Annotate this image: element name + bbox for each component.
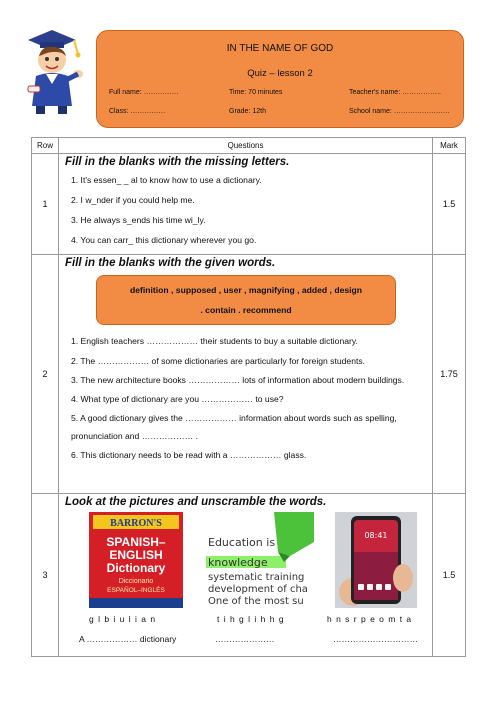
class-field[interactable]: Class: …………… [109,108,166,115]
book-brand-text: BARRON'S [110,518,162,529]
book-title-line-3: Dictionary [106,561,166,575]
question-3-row [32,494,466,657]
q1-item-2: 2. I w_nder if you could help me. [71,195,195,205]
row-number: 2 [32,255,59,494]
q2-item-1: 1. English teachers ……………… their students to buy a suitable dictionary. [71,336,358,346]
column-header-questions: Questions [59,138,433,154]
row-number: 3 [32,494,59,657]
time-label: Time: 70 minutes [229,89,283,96]
book-title-line-5: ESPAÑOL–INGLÉS [107,587,165,594]
scrambled-word-3: h n s r p e o m t a [327,614,413,624]
row-number: 1 [32,154,59,255]
q1-item-3: 3. He always s_ends his time wi_ly. [71,215,206,225]
highlight-text-line-4: development of cha [208,584,308,595]
word-bank-box [96,275,396,325]
teacher-name-field[interactable]: Teacher's name: …………….. [349,89,441,96]
word-bank-line-1: definition , supposed , user , magnifying , added , design [129,285,363,295]
graduate-mascot-illustration [22,26,100,118]
question-1-title: Fill in the blanks with the missing letters. [65,156,290,168]
dictionary-picture [89,512,183,608]
column-header-row: Row [32,138,59,154]
school-name-field[interactable]: School name: …………………… [349,108,450,115]
grade-label: Grade: 12th [229,108,266,115]
question-2-body [59,255,433,494]
question-1-mark: 1.5 [433,154,466,255]
book-title-line-1: SPANISH– [106,535,166,549]
highlight-text-line-2: knowledge [208,556,268,569]
question-2-row [32,255,466,494]
full-name-field[interactable]: Full name: …………… [109,89,179,96]
q1-item-1: 1. It's essen_ _ al to know how to use a dictionary. [71,175,262,185]
quiz-title: Quiz – lesson 2 [247,68,313,79]
answer-blank-3[interactable]: ………………………… [333,634,418,644]
highlighter-picture [204,512,314,608]
question-2-mark: 1.75 [433,255,466,494]
questions-table [31,137,466,657]
question-1-body [59,154,433,255]
question-3-body [59,494,433,657]
book-title-line-2: ENGLISH [109,548,163,562]
pictures-area [65,512,432,612]
question-3-mark: 1.5 [433,494,466,657]
q2-item-5: 5. A good dictionary gives the ……………… information about words such as spelling, pronunciation and ……………… . [71,413,397,441]
quiz-header-box [96,30,464,128]
scrambled-word-2: t i h g l i h h g [217,614,285,624]
q2-item-3: 3. The new architecture books ……………… lots of information about modern buildings. [71,375,405,385]
smartphone-picture [335,512,417,608]
question-3-title: Look at the pictures and unscramble the words. [65,496,327,508]
unscramble-answers-area [65,612,432,652]
scrambled-word-1: g l b i u l i a n [89,614,157,624]
q2-item-4: 4. What type of dictionary are you ……………… to use? [71,394,284,404]
q1-item-4: 4. You can carr_ this dictionary wherever you go. [71,235,257,245]
answer-blank-1[interactable]: A ……………… dictionary [79,634,177,644]
question-2-title: Fill in the blanks with the given words. [65,257,276,269]
question-1-row [32,154,466,255]
q2-item-2: 2. The ……………… of some dictionaries are particularly for foreign students. [71,356,366,366]
q2-item-6: 6. This dictionary needs to be read with a ……………… glass. [71,450,307,460]
header-title: IN THE NAME OF GOD [226,43,334,54]
word-bank-line-2: . contain . recommend [200,305,292,315]
answer-blank-2[interactable]: ………………… [215,634,275,644]
highlight-text-line-5: One of the most su [208,596,304,607]
book-title-line-4: Diccionario [118,578,154,585]
highlight-text-line-3: systematic training [208,572,305,583]
column-header-mark: Mark [433,138,466,154]
highlight-text-line-1: Education is [208,536,276,549]
table-header-row [32,138,466,154]
phone-clock-text: 08:41 [364,531,388,540]
